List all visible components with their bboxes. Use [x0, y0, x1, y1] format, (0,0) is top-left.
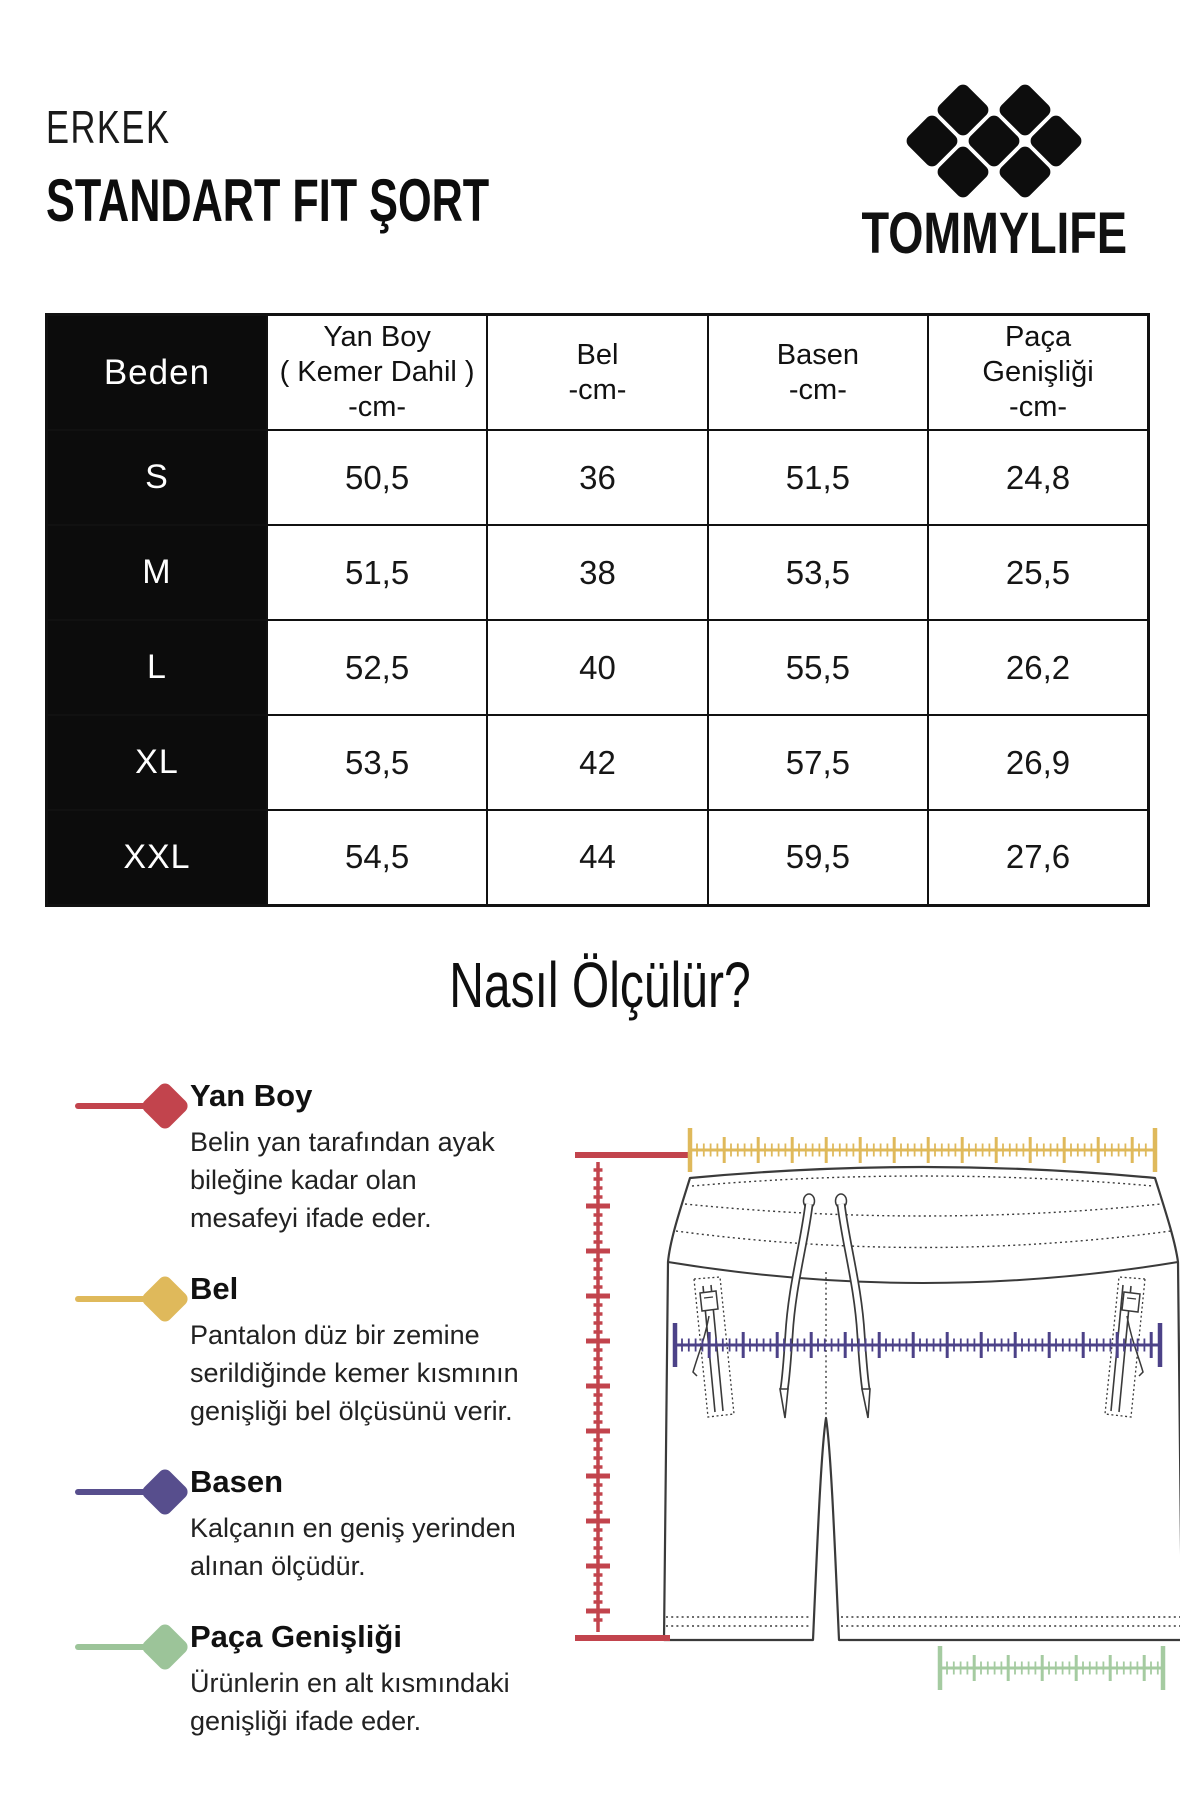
size-label: XXL [47, 810, 267, 905]
shorts-diagram [520, 1080, 1180, 1760]
legend-marker-icon [75, 1466, 187, 1518]
measurement-value: 51,5 [708, 430, 928, 525]
size-table [45, 313, 1150, 907]
legend-item-pa-a-geni-li-i [75, 1619, 520, 1740]
measurement-value: 40 [487, 620, 707, 715]
legend-description: Belin yan tarafından ayak bileğine kadar olan mesafeyi ifade eder. [190, 1127, 495, 1233]
how-to-measure-heading: Nasıl Ölçülür? [449, 949, 751, 1021]
diamond-icon [140, 1274, 191, 1325]
legend-marker-icon [75, 1080, 187, 1132]
measurement-value: 25,5 [928, 525, 1148, 620]
measurement-value: 51,5 [267, 525, 487, 620]
diamond-icon [140, 1622, 191, 1673]
shorts-outline [664, 1167, 1180, 1640]
size-label: L [47, 620, 267, 715]
legend-title: Basen [190, 1464, 284, 1499]
measurement-value: 52,5 [267, 620, 487, 715]
measurement-value: 53,5 [708, 525, 928, 620]
measurement-value: 44 [487, 810, 707, 905]
diamond-icon [140, 1081, 191, 1132]
measurement-value: 55,5 [708, 620, 928, 715]
measure-legend [75, 1078, 520, 1774]
column-header: Basen -cm- [708, 315, 928, 431]
category-label: ERKEK [46, 101, 171, 153]
legend-title: Bel [190, 1271, 239, 1306]
legend-item-bel [75, 1271, 520, 1430]
brand-logo [824, 84, 1164, 267]
legend-description: Kalçanın en geniş yerinden alınan ölçüdür. [190, 1513, 516, 1581]
measurement-value: 57,5 [708, 715, 928, 810]
brand-name: TOMMYLIFE [861, 201, 1128, 266]
column-header: Bel -cm- [487, 315, 707, 431]
size-label: XL [47, 715, 267, 810]
measurement-value: 36 [487, 430, 707, 525]
header [46, 100, 662, 235]
product-title: STANDART FIT ŞORT [46, 167, 490, 234]
size-label: S [47, 430, 267, 525]
measurement-value: 50,5 [267, 430, 487, 525]
measurement-value: 59,5 [708, 810, 928, 905]
column-header: Yan Boy ( Kemer Dahil ) -cm- [267, 315, 487, 431]
legend-description: Pantalon düz bir zemine serildiğinde kemer kısmının genişliği bel ölçüsünü verir. [190, 1320, 519, 1426]
table-row [47, 525, 1149, 620]
measurement-value: 26,2 [928, 620, 1148, 715]
legend-item-basen [75, 1464, 520, 1585]
size-column-header: Beden [47, 315, 267, 431]
table-row [47, 810, 1149, 905]
legend-description: Ürünlerin en alt kısmındaki genişliği ifade eder. [190, 1668, 510, 1736]
legend-title: Yan Boy [190, 1078, 313, 1113]
measurement-value: 26,9 [928, 715, 1148, 810]
shorts-diagram-svg [520, 1080, 1180, 1760]
legend-title: Paça Genişliği [190, 1619, 402, 1654]
size-label: M [47, 525, 267, 620]
measurement-value: 42 [487, 715, 707, 810]
brand-diamonds-icon [904, 84, 1084, 196]
measurement-value: 54,5 [267, 810, 487, 905]
measurement-value: 38 [487, 525, 707, 620]
measurement-value: 24,8 [928, 430, 1148, 525]
legend-item-yan-boy [75, 1078, 520, 1237]
legend-marker-icon [75, 1621, 187, 1673]
column-header: Paça Genişliği -cm- [928, 315, 1148, 431]
table-row [47, 620, 1149, 715]
measurement-value: 53,5 [267, 715, 487, 810]
table-row [47, 715, 1149, 810]
measurement-value: 27,6 [928, 810, 1148, 905]
table-row [47, 430, 1149, 525]
legend-marker-icon [75, 1273, 187, 1325]
diamond-icon [140, 1467, 191, 1518]
